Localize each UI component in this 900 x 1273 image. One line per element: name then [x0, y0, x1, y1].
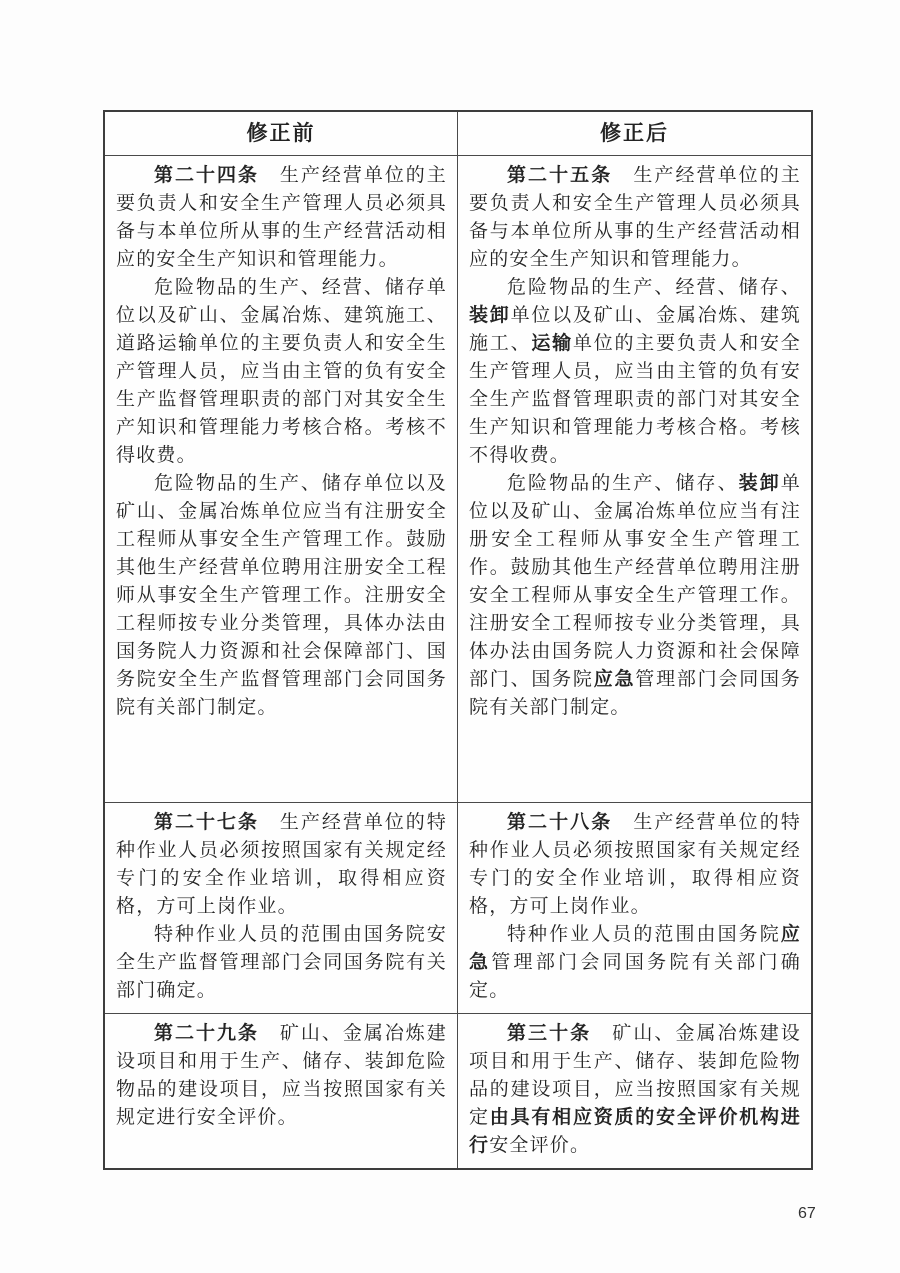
article-text: 危险物品的生产、经营、储存、	[507, 277, 801, 298]
article-text: 单位以及矿山、金属冶炼、建筑施工、	[469, 305, 801, 354]
article-text: 生产经营单位的特种作业人员必须按照国家有关规定经专门的安全作业培训，取得相应资格，方可上岗作业。	[469, 812, 801, 917]
article-text: 生产经营单位的主要负责人和安全生产管理人员必须具备与本单位所从事的生产经营活动相应的安全生产知识和管理能力。	[116, 165, 447, 270]
article-text: 单位的主要负责人和安全生产管理人员，应当由主管的负有安全生产监督管理职责的部门对其安全生产知识和管理能力考核合格。考核不得收费。	[469, 333, 801, 466]
cell-after-amendment	[458, 156, 811, 802]
page-number: 67	[798, 1205, 816, 1222]
article-paragraph	[469, 162, 801, 274]
article-text: 安全评价。	[489, 1135, 591, 1156]
article-paragraph	[116, 162, 447, 274]
article-text: 特种作业人员的范围由国务院	[507, 924, 781, 945]
amended-bold-text: 第二十四条	[154, 165, 259, 186]
amended-bold-text: 第二十五条	[507, 165, 613, 186]
cell-after-amendment	[458, 1014, 811, 1168]
amended-bold-text: 第三十条	[507, 1023, 592, 1044]
amended-bold-text: 由具有相应资质的安全评价机构进行	[469, 1107, 801, 1156]
article-text: 矿山、金属冶炼建设项目和用于生产、储存、装卸危险物品的建设项目，应当按照国家有关规定进行安全评价。	[116, 1023, 447, 1128]
amended-bold-text: 第二十九条	[154, 1023, 259, 1044]
cell-before-amendment	[105, 803, 458, 1013]
article-text: 管理部门会同国务院有关部门制定。	[469, 669, 801, 718]
article-text: 危险物品的生产、储存、	[507, 473, 739, 494]
article-text: 生产经营单位的主要负责人和安全生产管理人员必须具备与本单位所从事的生产经营活动相应的安全生产知识和管理能力。	[469, 165, 801, 270]
article-text: 特种作业人员的范围由国务院安全生产监督管理部门会同国务院有关部门确定。	[116, 924, 447, 1001]
amended-bold-text: 装卸	[469, 305, 511, 326]
cell-after-amendment	[458, 803, 811, 1013]
table-header-row	[105, 112, 811, 156]
article-paragraph	[116, 921, 447, 1005]
article-paragraph	[116, 274, 447, 470]
amended-bold-text: 运输	[531, 333, 573, 354]
article-paragraph	[116, 470, 447, 722]
article-paragraph	[469, 921, 801, 1005]
article-text: 管理部门会同国务院有关部门确定。	[469, 952, 801, 1001]
comparison-table	[103, 110, 813, 1170]
article-paragraph	[469, 809, 801, 921]
article-text: 危险物品的生产、经营、储存单位以及矿山、金属冶炼、建筑施工、道路运输单位的主要负责人和安全生产管理人员，应当由主管的负有安全生产监督管理职责的部门对其安全生产知识和管理能力考核合格。考核不得收费。	[116, 277, 447, 466]
amended-bold-text: 第二十七条	[154, 812, 259, 833]
column-header-before-amendment: 修正前	[105, 112, 458, 155]
amended-bold-text: 第二十八条	[507, 812, 613, 833]
article-paragraph	[469, 274, 801, 470]
article-text: 危险物品的生产、储存单位以及矿山、金属冶炼单位应当有注册安全工程师从事安全生产管理工作。鼓励其他生产经营单位聘用注册安全工程师从事安全生产管理工作。注册安全工程师按专业分类管理，具体办法由国务院人力资源和社会保障部门、国务院安全生产监督管理部门会同国务院有关部门制定。	[116, 473, 447, 718]
article-paragraph	[116, 809, 447, 921]
article-paragraph	[469, 470, 801, 722]
column-header-after-amendment: 修正后	[600, 122, 669, 145]
table-row	[105, 1014, 811, 1168]
amended-bold-text: 装卸	[738, 473, 781, 494]
article-text: 单位以及矿山、金属冶炼单位应当有注册安全工程师从事安全生产管理工作。鼓励其他生产经营单位聘用注册安全工程师从事安全生产管理工作。注册安全工程师按专业分类管理，具体办法由国务院人力资源和社会保障部门、国务院	[469, 473, 801, 690]
amended-bold-text: 应急	[593, 669, 636, 690]
table-row	[105, 156, 811, 803]
article-text: 矿山、金属冶炼建设项目和用于生产、储存、装卸危险物品的建设项目，应当按照国家有关规定	[469, 1023, 801, 1128]
article-paragraph	[469, 1020, 801, 1160]
amended-bold-text: 应急	[469, 924, 801, 973]
comparison-table-body	[105, 156, 811, 1168]
article-text: 生产经营单位的特种作业人员必须按照国家有关规定经专门的安全作业培训，取得相应资格，方可上岗作业。	[116, 812, 447, 917]
table-row	[105, 803, 811, 1014]
article-paragraph	[116, 1020, 447, 1132]
cell-before-amendment	[105, 1014, 458, 1168]
cell-before-amendment	[105, 156, 458, 802]
